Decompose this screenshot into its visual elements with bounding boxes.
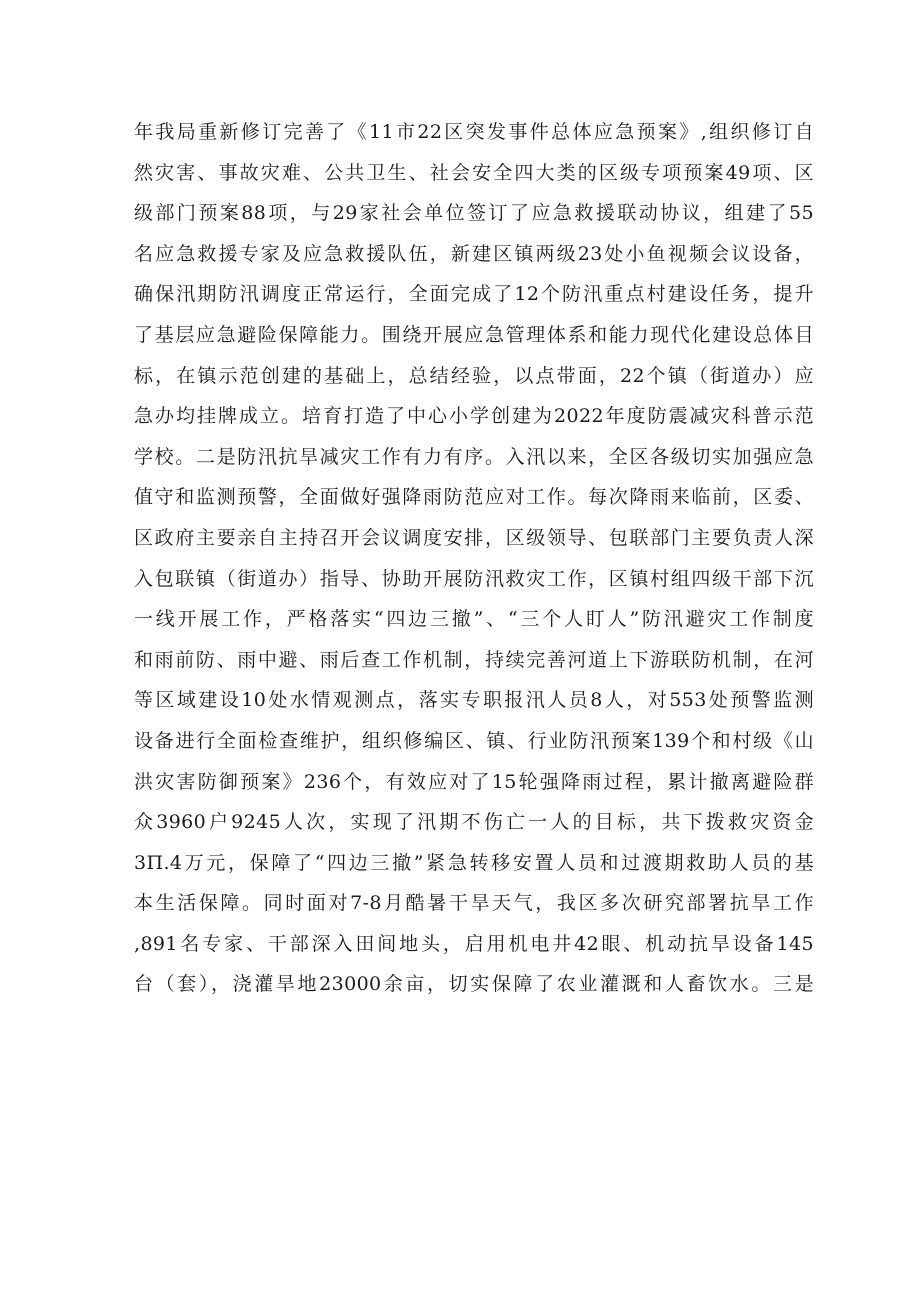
text-line: 等区域建设10处水情观测点，落实专职报汛人员8人，对553处预警监测 [134, 689, 814, 712]
text-line: 确保汛期防汛调度正常运行，全面完成了12个防汛重点村建设任务，提升 [134, 283, 814, 306]
text-line: 标，在镇示范创建的基础上，总结经验，以点带面，22个镇（街道办）应 [134, 364, 814, 387]
text-line: 洪灾害防御预案》236个，有效应对了15轮强降雨过程，累计撤离避险群 [134, 770, 814, 793]
text-line: 和雨前防、雨中避、雨后查工作机制，持续完善河道上下游联防机制，在河 [134, 648, 814, 671]
body-text [134, 112, 814, 1005]
text-line: 值守和监测预警，全面做好强降雨防范应对工作。每次降雨来临前，区委、 [134, 486, 814, 509]
text-line: 了基层应急避险保障能力。围绕开展应急管理体系和能力现代化建设总体目 [134, 323, 814, 346]
text-line: 急办均挂牌成立。培育打造了中心小学创建为2022年度防震减灾科普示范 [134, 405, 814, 428]
text-line: 名应急救援专家及应急救援队伍，新建区镇两级23处小鱼视频会议设备， [134, 242, 814, 265]
text-line: 设备进行全面检查维护，组织修编区、镇、行业防汛预案139个和村级《山 [134, 729, 814, 752]
text-line: 学校。二是防汛抗旱减灾工作有力有序。入汛以来，全区各级切实加强应急 [134, 445, 814, 468]
text-line: 区政府主要亲自主持召开会议调度安排，区级领导、包联部门主要负责人深 [134, 526, 814, 549]
text-line: 本生活保障。同时面对7-8月酷暑干旱天气，我区多次研究部署抗旱工作 [134, 892, 814, 915]
text-line: 众3960户9245人次，实现了汛期不伤亡一人的目标，共下拨救灾资金 [134, 811, 814, 834]
text-line: 3Π.4万元，保障了“四边三撤”紧急转移安置人员和过渡期救助人员的基 [134, 851, 814, 874]
text-line: 一线开展工作，严格落实“四边三撤”、“三个人盯人”防汛避灾工作制度 [134, 608, 814, 631]
text-line: 年我局重新修订完善了《11市22区突发事件总体应急预案》,组织修订自 [134, 121, 814, 143]
text-line: 然灾害、事故灾难、公共卫生、社会安全四大类的区级专项预案49项、区 [134, 161, 814, 184]
text-line: 入包联镇（街道办）指导、协助开展防汛救灾工作，区镇村组四级干部下沉 [134, 567, 814, 590]
text-line: ,891名专家、干部深入田间地头，启用机电井42眼、机动抗旱设备145 [134, 932, 814, 955]
text-line: 级部门预案88项，与29家社会单位签订了应急救援联动协议，组建了55 [134, 202, 814, 225]
text-line: 台（套），浇灌旱地23000余亩，切实保障了农业灌溉和人畜饮水。三是 [134, 973, 814, 996]
